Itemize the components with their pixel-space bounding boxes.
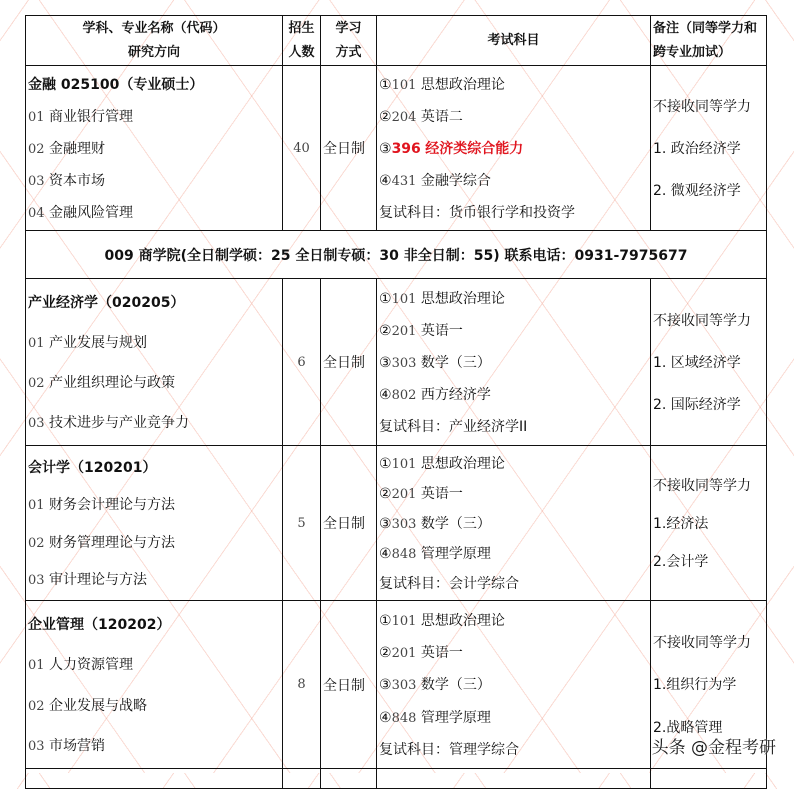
exam-code: 396 (391, 140, 421, 157)
enroll-count: 8 (283, 601, 321, 769)
exam-code: 101 (391, 291, 417, 307)
watermark: 头条 @金程考研 (651, 738, 776, 758)
header-text: 学习 (335, 20, 362, 36)
notes-cell (651, 446, 767, 601)
admissions-table (25, 15, 767, 789)
exam-name: 管理学原理 (420, 545, 491, 562)
exam-code: 802 (391, 388, 417, 404)
exam-code: 101 (391, 613, 417, 629)
header-text: 招生 (288, 20, 315, 36)
exam-item (379, 642, 648, 662)
header-text: 学科、专业名称（代码） (82, 20, 226, 36)
exam-name: 金融学综合 (420, 172, 491, 189)
exam-item (379, 707, 648, 727)
direction-code: 03 (28, 416, 45, 432)
exam-code: 303 (391, 678, 417, 694)
exam-index: ② (379, 322, 392, 339)
exam-name: 英语一 (420, 322, 463, 339)
exam-name: 管理学原理 (420, 709, 491, 726)
direction-code: 01 (28, 110, 45, 126)
major-title: 会计学（120201） (28, 460, 157, 477)
exam-item (379, 320, 648, 340)
exam-cell (377, 446, 651, 601)
exam-index: ④ (379, 172, 392, 189)
retest-subjects: 复试科目：会计学综合 (379, 575, 519, 592)
direction-item (28, 412, 280, 432)
exam-index: ① (379, 456, 392, 473)
header-mode (321, 16, 377, 66)
program-row (26, 66, 767, 231)
direction-name: 财务管理理论与方法 (49, 534, 175, 551)
exam-cell (377, 601, 651, 769)
direction-code: 02 (28, 535, 45, 551)
exam-name: 西方经济学 (420, 387, 491, 404)
note-item: 1.经济法 (653, 515, 709, 532)
note-item: 1.组织行为学 (653, 677, 737, 694)
exam-index: ③ (379, 354, 392, 371)
exam-index: ③ (379, 140, 392, 157)
exam-code: 848 (391, 710, 417, 726)
direction-code: 02 (28, 698, 45, 714)
exam-name: 思想政治理论 (420, 290, 505, 307)
retest-subjects: 复试科目：货币银行学和投资学 (379, 204, 575, 221)
exam-item (379, 170, 648, 190)
direction-name: 产业发展与规划 (49, 334, 147, 351)
direction-name: 资本市场 (49, 172, 105, 189)
note-item: 不接收同等学力 (653, 312, 751, 329)
cell (321, 769, 377, 789)
exam-index: ② (379, 486, 392, 503)
exam-item (379, 610, 648, 630)
direction-code: 01 (28, 658, 45, 674)
direction-code: 01 (28, 335, 45, 351)
enroll-count: 40 (283, 66, 321, 231)
direction-name: 人力资源管理 (49, 657, 133, 674)
direction-name: 企业发展与战略 (49, 697, 147, 714)
enroll-count: 5 (283, 446, 321, 601)
exam-name: 英语二 (420, 109, 463, 126)
direction-name: 产业组织理论与政策 (49, 375, 175, 392)
exam-item (379, 674, 648, 694)
header-notes (651, 16, 767, 66)
exam-index: ④ (379, 387, 392, 404)
exam-code: 101 (391, 457, 417, 473)
direction-name: 商业银行管理 (49, 109, 133, 126)
exam-cell (377, 279, 651, 446)
exam-index: ① (379, 290, 392, 307)
direction-item (28, 494, 280, 514)
notes-cell (651, 279, 767, 446)
exam-name: 经济类综合能力 (425, 140, 524, 157)
direction-code: 03 (28, 173, 45, 189)
exam-name: 思想政治理论 (420, 456, 505, 473)
header-text: 跨专业加试） (653, 44, 732, 60)
direction-code: 03 (28, 572, 45, 588)
retest-subjects: 复试科目：产业经济学II (379, 419, 528, 436)
major-title: 金融 025100（专业硕士） (28, 77, 204, 94)
direction-item (28, 532, 280, 552)
exam-item (379, 483, 648, 503)
exam-item (379, 543, 648, 563)
direction-code: 02 (28, 141, 45, 157)
cell (377, 769, 651, 789)
direction-item (28, 202, 280, 222)
header-text: 研究方向 (127, 44, 180, 60)
program-row (26, 279, 767, 446)
note-item: 2. 微观经济学 (653, 182, 741, 199)
exam-code: 201 (391, 323, 417, 339)
program-row (26, 446, 767, 601)
exam-code: 303 (391, 516, 417, 532)
exam-index: ① (379, 77, 392, 94)
note-item: 1. 政治经济学 (653, 140, 741, 157)
note-item: 2.战略管理 (653, 720, 723, 737)
next-row-partial (26, 769, 767, 789)
cell (651, 769, 767, 789)
study-mode: 全日制 (321, 66, 377, 231)
header-count (283, 16, 321, 66)
header-row (26, 16, 767, 66)
header-major (26, 16, 283, 66)
major-cell (26, 446, 283, 601)
exam-item (379, 513, 648, 533)
exam-item (379, 352, 648, 372)
exam-code: 848 (391, 546, 417, 562)
header-text: 人数 (288, 44, 315, 60)
exam-code: 201 (391, 487, 417, 503)
exam-name: 思想政治理论 (420, 77, 505, 94)
direction-item (28, 332, 280, 352)
direction-name: 技术进步与产业竞争力 (49, 415, 189, 432)
direction-name: 审计理论与方法 (49, 571, 147, 588)
direction-name: 财务会计理论与方法 (49, 497, 175, 514)
school-banner: 009 商学院(全日制学硕：25 全日制专硕：30 非全日制：55) 联系电话：0931-7975677 (26, 231, 767, 279)
note-item: 不接收同等学力 (653, 99, 751, 116)
direction-item (28, 372, 280, 392)
study-mode: 全日制 (321, 279, 377, 446)
exam-item (379, 106, 648, 126)
enroll-count: 6 (283, 279, 321, 446)
notes-cell (651, 66, 767, 231)
exam-code: 431 (391, 173, 417, 189)
banner-row (26, 231, 767, 279)
cell (26, 769, 283, 789)
study-mode: 全日制 (321, 601, 377, 769)
note-item: 不接收同等学力 (653, 634, 751, 651)
header-exams: 考试科目 (377, 16, 651, 66)
exam-name: 数学（三） (420, 354, 491, 371)
major-title: 产业经济学（020205） (28, 294, 185, 311)
exam-code: 204 (391, 110, 417, 126)
exam-name: 思想政治理论 (420, 612, 505, 629)
exam-index: ④ (379, 709, 392, 726)
direction-code: 02 (28, 376, 45, 392)
direction-item (28, 106, 280, 126)
direction-item (28, 735, 280, 755)
direction-code: 03 (28, 739, 45, 755)
direction-code: 01 (28, 498, 45, 514)
direction-item (28, 695, 280, 715)
header-text: 备注（同等学力和 (653, 20, 758, 36)
direction-item (28, 138, 280, 158)
note-item: 1. 区域经济学 (653, 354, 741, 371)
direction-item (28, 170, 280, 190)
exam-item (379, 384, 648, 404)
header-text: 方式 (335, 44, 362, 60)
direction-code: 04 (28, 205, 45, 221)
direction-name: 金融风险管理 (49, 204, 133, 221)
exam-name: 数学（三） (420, 677, 491, 694)
exam-index: ④ (379, 545, 392, 562)
major-cell (26, 66, 283, 231)
exam-index: ② (379, 109, 392, 126)
major-cell (26, 279, 283, 446)
exam-name: 英语一 (420, 645, 463, 662)
exam-code: 101 (391, 78, 417, 94)
exam-index: ① (379, 612, 392, 629)
exam-cell (377, 66, 651, 231)
exam-item (379, 453, 648, 473)
major-title: 企业管理（120202） (28, 616, 171, 633)
retest-subjects: 复试科目：管理学综合 (379, 742, 519, 759)
exam-item (379, 138, 648, 158)
exam-item (379, 74, 648, 94)
exam-name: 数学（三） (420, 515, 491, 532)
cell (283, 769, 321, 789)
major-cell (26, 601, 283, 769)
note-item: 2. 国际经济学 (653, 397, 741, 414)
direction-name: 金融理财 (49, 140, 105, 157)
exam-item (379, 288, 648, 308)
direction-item (28, 569, 280, 589)
exam-index: ② (379, 645, 392, 662)
exam-name: 英语一 (420, 486, 463, 503)
direction-name: 市场营销 (49, 738, 105, 755)
exam-index: ③ (379, 677, 392, 694)
exam-index: ③ (379, 515, 392, 532)
note-item: 不接收同等学力 (653, 477, 751, 494)
exam-code: 201 (391, 646, 417, 662)
study-mode: 全日制 (321, 446, 377, 601)
direction-item (28, 654, 280, 674)
exam-code: 303 (391, 355, 417, 371)
note-item: 2.会计学 (653, 554, 709, 571)
